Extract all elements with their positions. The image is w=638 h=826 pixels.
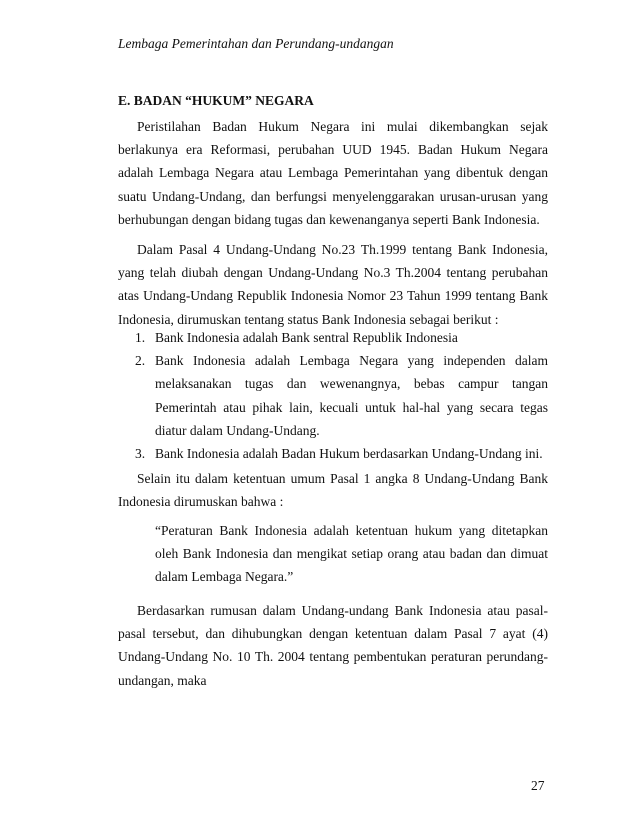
paragraph-2: Dalam Pasal 4 Undang-Undang No.23 Th.1999 tentang Bank Indonesia, yang telah diubah dengan Undang-Undang No.3 Th.2004 tentang perubahan atas Undang-Undang Republik Indonesia Nomor 23 Tahun 1999 tentang Bank Indonesia, dirumuskan tentang status Bank Indonesia sebagai berikut :	[118, 242, 548, 327]
list-item-number: 3.	[135, 446, 146, 462]
paragraph-1: Peristilahan Badan Hukum Negara ini mulai dikembangkan sejak berlakunya era Reformasi, perubahan UUD 1945. Badan Hukum Negara adalah Lembaga Negara atau Lembaga Pemerintahan yang dibentuk dengan suatu Undang-Undang, dan berfungsi menyelenggarakan urusan-urusan yang berhubungan dengan bidang tugas dan kewenanganya seperti Bank Indonesia.	[118, 119, 548, 227]
list-item	[135, 326, 548, 349]
list-item-text: Bank Indonesia adalah Bank sentral Republik Indonesia	[155, 330, 458, 345]
quotation: “Peraturan Bank Indonesia adalah ketentuan hukum yang ditetapkan oleh Bank Indonesia dan mengikat setiap orang atau badan dan dimuat dalam Lembaga Negara.”	[155, 523, 548, 585]
list-item-text: Bank Indonesia adalah Lembaga Negara yang independen dalam melaksanakan tugas dan wewenangnya, bebas campur tangan Pemerintah atau pihak lain, kecuali untuk hal-hal yang secara tegas diatur dalam Undang-Undang.	[155, 353, 548, 438]
list-item-text: Bank Indonesia adalah Badan Hukum berdasarkan Undang-Undang ini.	[155, 446, 543, 462]
paragraph-3: Selain itu dalam ketentuan umum Pasal 1 angka 8 Undang-Undang Bank Indonesia dirumuskan bahwa :	[118, 471, 548, 510]
list-item-number: 2.	[135, 353, 146, 369]
page-number: 27	[531, 778, 545, 793]
list-item	[135, 349, 548, 442]
section-heading: E. BADAN “HUKUM” NEGARA	[118, 93, 314, 108]
paragraph-4: Berdasarkan rumusan dalam Undang-undang Bank Indonesia atau pasal-pasal tersebut, dan dihubungkan dengan ketentuan dalam Pasal 7 ayat (4) Undang-Undang No. 10 Th. 2004 tentang pembentukan peraturan perundang-undangan, maka	[118, 603, 548, 688]
list-item-number: 1.	[135, 330, 146, 345]
status-list	[135, 326, 548, 465]
list-item	[135, 442, 548, 465]
running-header: Lembaga Pemerintahan dan Perundang-undangan	[118, 36, 394, 51]
